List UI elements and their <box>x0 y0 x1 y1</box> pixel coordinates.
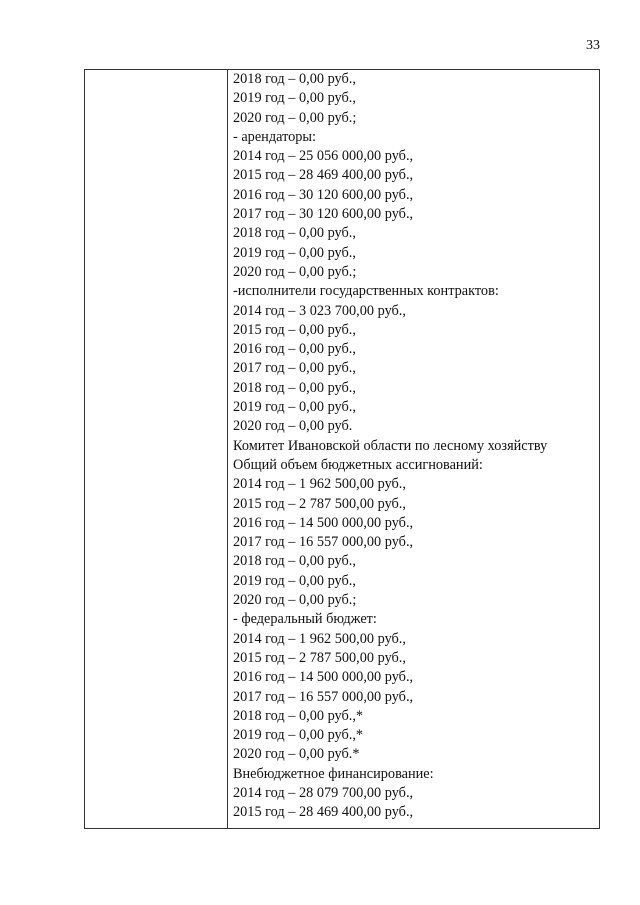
funding-line: 2017 год – 0,00 руб., <box>233 360 356 377</box>
funding-line: 2014 год – 1 962 500,00 руб., <box>233 476 406 493</box>
funding-line: -исполнители государственных контрактов: <box>233 283 499 300</box>
funding-line: Общий объем бюджетных ассигнований: <box>233 456 483 473</box>
column-divider <box>227 70 228 828</box>
funding-line: 2014 год – 28 079 700,00 руб., <box>233 784 414 801</box>
funding-line: 2015 год – 0,00 руб., <box>233 321 356 338</box>
funding-line: 2019 год – 0,00 руб.,* <box>233 727 364 744</box>
funding-line: 2020 год – 0,00 руб.; <box>233 592 357 609</box>
funding-line: 2019 год – 0,00 руб., <box>233 572 356 589</box>
funding-line: 2018 год – 0,00 руб., <box>233 225 356 242</box>
funding-line: 2017 год – 16 557 000,00 руб., <box>233 688 414 705</box>
funding-line: Комитет Ивановской области по лесному хозяйству <box>233 437 548 454</box>
funding-line: 2015 год – 2 787 500,00 руб., <box>233 495 406 512</box>
funding-line: 2019 год – 0,00 руб., <box>233 399 356 416</box>
funding-line: 2016 год – 0,00 руб., <box>233 341 356 358</box>
funding-line: 2014 год – 25 056 000,00 руб., <box>233 148 414 165</box>
page-number: 33 <box>586 38 600 53</box>
funding-line: 2019 год – 0,00 руб., <box>233 244 356 261</box>
funding-line: 2019 год – 0,00 руб., <box>233 90 356 107</box>
funding-table <box>84 69 600 829</box>
funding-line: 2015 год – 28 469 400,00 руб., <box>233 167 414 184</box>
funding-line: 2020 год – 0,00 руб.* <box>233 746 360 763</box>
funding-line: 2020 год – 0,00 руб. <box>233 418 353 435</box>
funding-line: 2015 год – 28 469 400,00 руб., <box>233 804 414 821</box>
funding-line: 2014 год – 3 023 700,00 руб., <box>233 302 406 319</box>
funding-line: 2018 год – 0,00 руб., <box>233 71 356 87</box>
funding-line: 2020 год – 0,00 руб.; <box>233 263 357 280</box>
funding-line: 2017 год – 16 557 000,00 руб., <box>233 534 414 551</box>
funding-line: 2018 год – 0,00 руб.,* <box>233 707 364 724</box>
funding-line: 2020 год – 0,00 руб.; <box>233 109 357 126</box>
funding-line: 2016 год – 30 120 600,00 руб., <box>233 186 414 203</box>
funding-line: 2018 год – 0,00 руб., <box>233 379 356 396</box>
funding-line: 2015 год – 2 787 500,00 руб., <box>233 649 406 666</box>
funding-line: Внебюджетное финансирование: <box>233 765 434 782</box>
funding-line: - арендаторы: <box>233 128 317 145</box>
funding-line: 2014 год – 1 962 500,00 руб., <box>233 630 406 647</box>
funding-line: 2018 год – 0,00 руб., <box>233 553 356 570</box>
funding-line: 2016 год – 14 500 000,00 руб., <box>233 669 414 686</box>
funding-line: 2016 год – 14 500 000,00 руб., <box>233 514 414 531</box>
funding-line: - федеральный бюджет: <box>233 611 377 628</box>
funding-lines-list <box>233 70 593 823</box>
funding-line: 2017 год – 30 120 600,00 руб., <box>233 206 414 223</box>
